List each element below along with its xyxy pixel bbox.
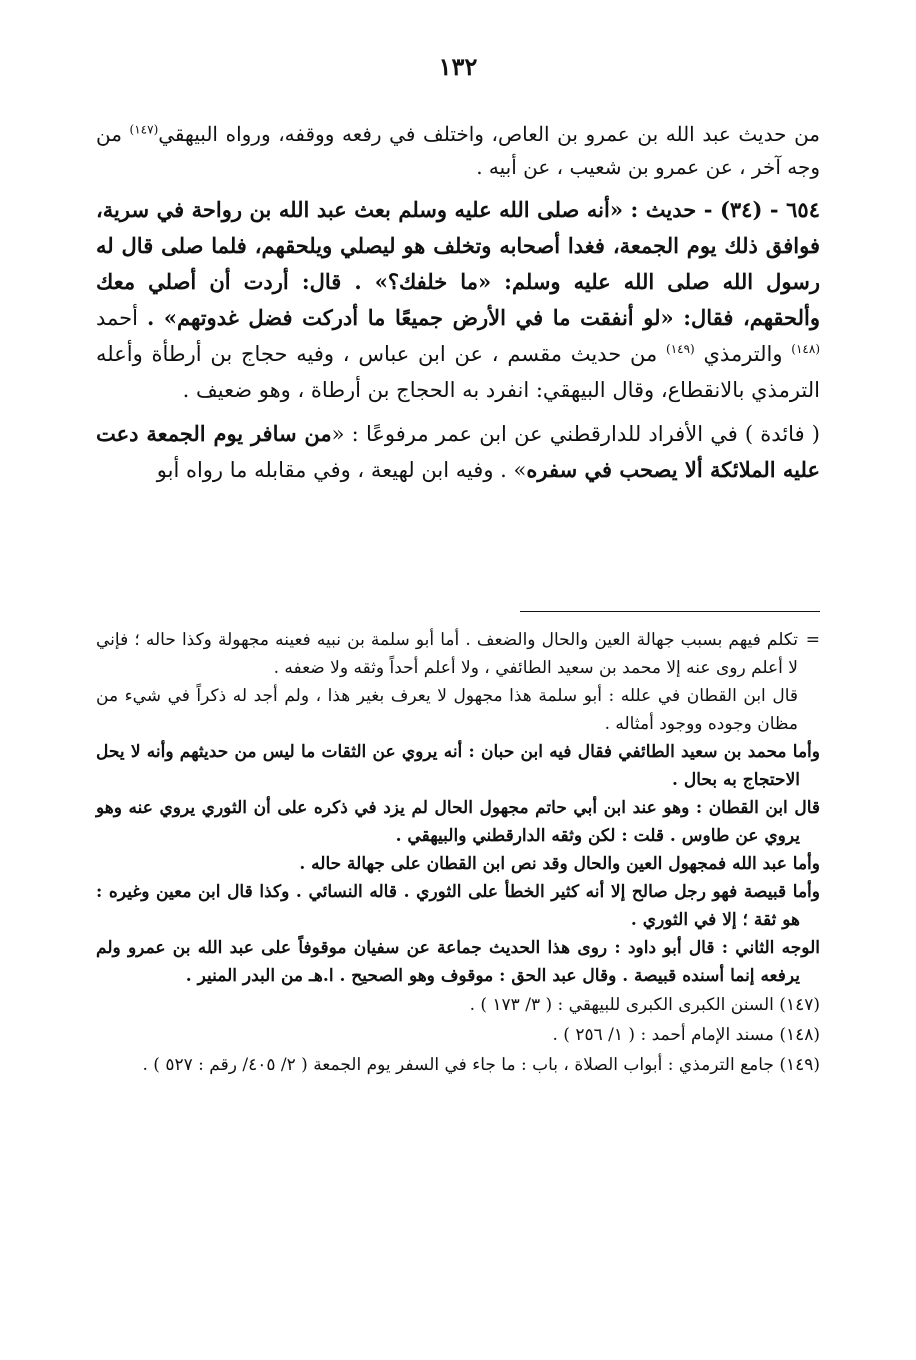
note-6: وأما قبيصة فهو رجل صالح إلا أنه كثير الخطأ على الثوري . قاله النسائي . وكذا قال ابن معين وغيره : هو ثقة ؛ إلا في الثوري . (96, 882, 820, 930)
note-7: الوجه الثاني : قال أبو داود : روى هذا الحديث جماعة عن سفيان موقوفاً على عبد الله بن عمرو ولم يرفعه إنما أسنده قبيصة . وقال عبد الحق : موقوف وهو الصحيح . ا.هـ من البدر المنير . (96, 938, 820, 986)
p3-bold-text: من سافر يوم الجمعة دعت عليه الملائكة ألا يصحب في سفره (96, 421, 820, 482)
p2-text-3: من حديث مقسم ، عن ابن عباس ، وفيه حجاج بن أرطأة وأعله الترمذي بالانقطاع، وقال البيهقي: انفرد به الحجاج بن أرطاة ، وهو ضعيف . (96, 342, 820, 402)
p2-text-2: والترمذي (694, 342, 792, 366)
hadith-text: أنه صلى الله عليه وسلم بعث عبد الله بن رواحة في سرية، فوافق ذلك يوم الجمعة، فغدا أصحابه وتخلف هو ليصلي ويلحقهم، فلما صلى قال له رسول الله صلى الله عليه وسلم: «ما خلفك؟» . قال: أردت أن أصلي معك وألحقهم، فقال: «لو أنفقت ما في الأرض جميعًا ما أدركت فضل غدوتهم» . (96, 197, 820, 330)
page-number: ١٣٢ (438, 52, 478, 81)
note-5: وأما عبد الله فمجهول العين والحال وقد نص ابن القطان على جهالة حاله . (299, 854, 820, 874)
footnote-separator (520, 611, 820, 612)
footnotes-area (96, 626, 820, 1080)
footnote-148: (١٤٨) مسند الإمام أحمد : ( ١/ ٢٥٦ ) . (552, 1025, 820, 1045)
footnote-149: (١٤٩) جامع الترمذي : أبواب الصلاة ، باب : ما جاء في السفر يوم الجمعة ( ٢/ ٤٠٥/ رقم : ٥٢٧ ) . (142, 1055, 820, 1075)
footnote-ref-148: (١٤٨) (791, 342, 821, 356)
p1-text-1: من حديث عبد الله بن عمرو بن العاص، واختلف في رفعه ووقفه، ورواه البيهقي (158, 122, 821, 146)
p1-text-2: من وجه آخر ، عن عمرو بن شعيب ، عن أبيه . (96, 122, 820, 179)
p3-text-1: ( فائدة ) في الأفراد للدارقطني عن ابن عمر مرفوعًا : « (331, 422, 820, 446)
footnote-147: (١٤٧) السنن الكبرى الكبرى للبيهقي : ( ٣/ ١٧٣ ) . (469, 995, 820, 1015)
continuation-mark: = (805, 630, 820, 650)
hadith-number: ٦٥٤ - (٣٤) - حديث : « (609, 197, 820, 222)
note-3: وأما محمد بن سعيد الطائفي فقال فيه ابن حبان : أنه يروي عن الثقات ما ليس من حديثهم وأنه لا يحل الاحتجاج به بحال . (96, 742, 820, 790)
paragraph-1 (96, 118, 820, 184)
note-continued (96, 626, 820, 682)
p2-text-1: أحمد (96, 306, 147, 330)
main-text (96, 118, 820, 496)
note-2: قال ابن القطان في علله : أبو سلمة هذا مجهول لا يعرف بغير هذا ، ولم أجد له ذكراً في شيء من مظان وجوده ووجود أمثاله . (96, 686, 798, 734)
paragraph-faida (96, 416, 820, 488)
paragraph-hadith-654 (96, 192, 820, 408)
footnote-ref-149: (١٤٩) (666, 342, 695, 356)
note-1: تكلم فيهم بسبب جهالة العين والحال والضعف . أما أبو سلمة بن نبيه فعينه مجهولة وكذا حاله ؛ فإني لا أعلم روى عنه إلا محمد بن سعيد الطائفي ، ولا أعلم أحداً وثقه ولا ضعفه . (96, 630, 798, 678)
note-4: قال ابن القطان : وهو عند ابن أبي حاتم مجهول الحال لم يزد في ذكره على أن الثوري يروي عنه وهو يروي عن طاوس . قلت : لكن وثقه الدارقطني والبيهقي . (96, 798, 820, 846)
p3-text-2: » . وفيه ابن لهيعة ، وفي مقابله ما رواه أبو (156, 458, 527, 482)
footnote-ref-147: (١٤٧) (129, 122, 159, 137)
